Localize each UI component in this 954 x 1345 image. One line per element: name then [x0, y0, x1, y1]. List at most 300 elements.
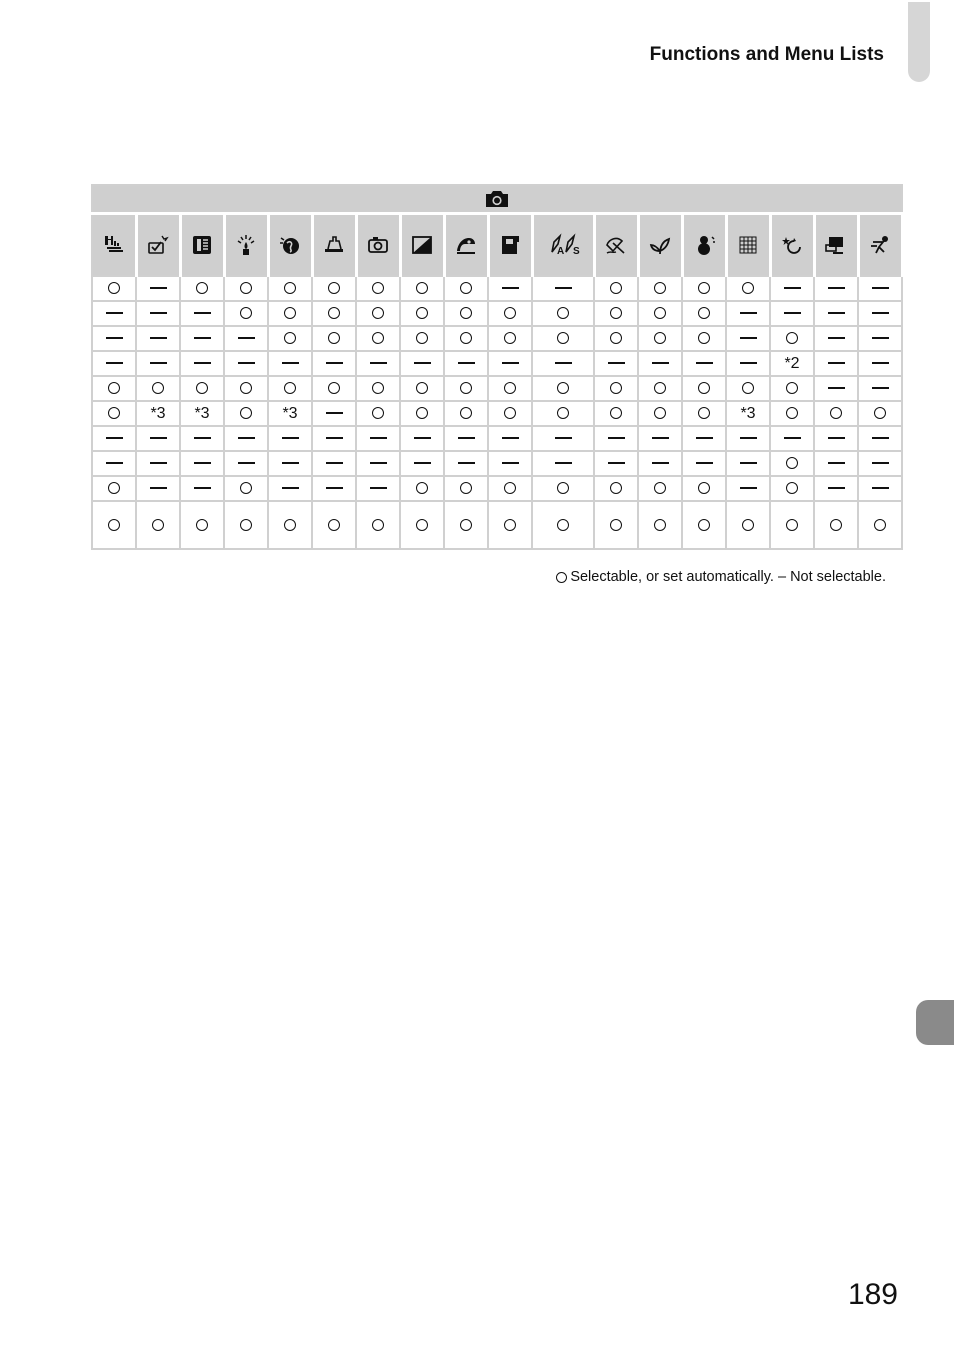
table-row — [92, 351, 902, 376]
table-cell — [682, 326, 726, 351]
table-row — [92, 376, 902, 401]
not-selectable-dash-icon — [828, 387, 845, 389]
table-cell — [770, 351, 814, 376]
table-cell — [356, 451, 400, 476]
table-cell — [92, 476, 136, 501]
not-selectable-dash-icon — [555, 362, 572, 364]
table-cell — [726, 501, 770, 549]
selectable-circle-icon — [504, 332, 516, 344]
chapter-tab-top — [908, 2, 930, 82]
table-cell — [268, 351, 312, 376]
table-cell — [594, 401, 638, 426]
not-selectable-dash-icon — [150, 287, 167, 289]
not-selectable-dash-icon — [282, 362, 299, 364]
not-selectable-dash-icon — [458, 437, 475, 439]
table-row — [92, 426, 902, 451]
not-selectable-dash-icon — [784, 287, 801, 289]
table-cell — [532, 301, 594, 326]
table-cell — [638, 501, 682, 549]
mode-icon-cell — [532, 214, 594, 277]
table-cell — [638, 451, 682, 476]
selectable-circle-icon — [196, 382, 208, 394]
selectable-circle-icon — [610, 332, 622, 344]
table-cell — [224, 351, 268, 376]
table-cell — [136, 501, 180, 549]
not-selectable-dash-icon — [555, 437, 572, 439]
not-selectable-dash-icon — [652, 362, 669, 364]
not-selectable-dash-icon — [238, 337, 255, 339]
table-row — [92, 276, 902, 301]
table-cell — [356, 401, 400, 426]
table-cell — [92, 351, 136, 376]
selectable-circle-icon — [654, 307, 666, 319]
mode-icon-cell — [858, 214, 902, 277]
not-selectable-dash-icon — [282, 487, 299, 489]
table-cell — [770, 426, 814, 451]
not-selectable-dash-icon — [696, 462, 713, 464]
not-selectable-dash-icon — [652, 437, 669, 439]
table-cell — [180, 301, 224, 326]
selectable-circle-icon — [240, 519, 252, 531]
table-cell — [594, 301, 638, 326]
table-cell — [532, 501, 594, 549]
monochrome-icon — [410, 233, 434, 257]
table-cell — [356, 276, 400, 301]
selectable-circle-icon — [460, 407, 472, 419]
not-selectable-dash-icon — [608, 437, 625, 439]
legend — [430, 569, 886, 585]
selectable-circle-icon — [786, 332, 798, 344]
table-cell — [532, 376, 594, 401]
table-cell — [770, 301, 814, 326]
not-selectable-dash-icon — [740, 437, 757, 439]
table-cell — [858, 401, 902, 426]
camera-icon — [484, 189, 510, 209]
not-selectable-dash-icon — [608, 362, 625, 364]
not-selectable-dash-icon — [106, 437, 123, 439]
not-selectable-dash-icon — [872, 487, 889, 489]
not-selectable-dash-icon — [828, 437, 845, 439]
table-cell — [532, 476, 594, 501]
selectable-circle-icon — [786, 482, 798, 494]
table-cell — [312, 501, 356, 549]
table-cell — [682, 376, 726, 401]
table-cell — [136, 401, 180, 426]
table-cell — [224, 451, 268, 476]
page-number: 189 — [847, 1278, 898, 1311]
table-cell — [814, 301, 858, 326]
table-cell — [488, 351, 532, 376]
beach-icon — [604, 233, 628, 257]
table-cell — [488, 426, 532, 451]
table-cell — [400, 376, 444, 401]
not-selectable-dash-icon — [740, 462, 757, 464]
not-selectable-dash-icon — [106, 462, 123, 464]
table-cell — [224, 426, 268, 451]
table-cell — [136, 476, 180, 501]
table-cell — [858, 326, 902, 351]
mode-icon-cell — [268, 214, 312, 277]
selectable-circle-icon — [416, 307, 428, 319]
not-selectable-dash-icon — [502, 287, 519, 289]
table-cell — [532, 426, 594, 451]
table-cell — [594, 276, 638, 301]
table-cell — [814, 351, 858, 376]
not-selectable-dash-icon — [696, 437, 713, 439]
mode-icons-row — [92, 214, 902, 277]
not-selectable-dash-icon — [414, 437, 431, 439]
table-cell — [400, 501, 444, 549]
stitch-assist-icon — [824, 233, 848, 257]
selectable-circle-icon — [108, 282, 120, 294]
not-selectable-dash-icon — [828, 462, 845, 464]
table-cell — [180, 326, 224, 351]
table-cell — [312, 351, 356, 376]
selectable-circle-icon — [240, 307, 252, 319]
table-cell — [444, 476, 488, 501]
selectable-circle-icon — [786, 407, 798, 419]
not-selectable-dash-icon — [555, 462, 572, 464]
mode-icon-cell — [312, 214, 356, 277]
not-selectable-dash-icon — [740, 337, 757, 339]
table-cell — [858, 426, 902, 451]
selectable-circle-icon — [557, 307, 569, 319]
not-selectable-dash-icon — [150, 312, 167, 314]
table-cell — [92, 451, 136, 476]
table-cell — [682, 401, 726, 426]
table-cell — [682, 451, 726, 476]
not-selectable-dash-icon — [326, 412, 343, 414]
table-cell — [858, 276, 902, 301]
table-cell — [136, 376, 180, 401]
footnote-ref: *3 — [194, 404, 210, 422]
table-cell — [638, 376, 682, 401]
svg-text:S: S — [573, 246, 580, 257]
table-cell — [312, 401, 356, 426]
table-cell — [356, 376, 400, 401]
table-cell — [444, 501, 488, 549]
table-cell — [444, 276, 488, 301]
selectable-circle-icon — [108, 519, 120, 531]
not-selectable-dash-icon — [150, 337, 167, 339]
not-selectable-dash-icon — [150, 362, 167, 364]
table-cell — [136, 426, 180, 451]
table-cell — [444, 401, 488, 426]
not-selectable-dash-icon — [414, 362, 431, 364]
table-cell — [638, 351, 682, 376]
table-cell — [312, 326, 356, 351]
not-selectable-dash-icon — [150, 462, 167, 464]
table-cell — [136, 276, 180, 301]
selectable-circle-icon — [504, 482, 516, 494]
footnote-ref: *3 — [282, 404, 298, 422]
table-cell — [488, 276, 532, 301]
table-cell — [268, 426, 312, 451]
table-cell — [268, 276, 312, 301]
selectable-circle-icon — [284, 519, 296, 531]
selectable-circle-icon — [874, 407, 886, 419]
selectable-circle-icon — [460, 482, 472, 494]
table-cell — [356, 351, 400, 376]
selectable-circle-icon — [874, 519, 886, 531]
table-cell — [224, 301, 268, 326]
table-cell — [136, 451, 180, 476]
selectable-circle-icon — [372, 407, 384, 419]
foliage-icon — [648, 233, 672, 257]
not-selectable-dash-icon — [326, 487, 343, 489]
not-selectable-dash-icon — [370, 487, 387, 489]
table-cell — [594, 326, 638, 351]
not-selectable-dash-icon — [194, 312, 211, 314]
table-cell — [312, 451, 356, 476]
selectable-circle-icon — [556, 572, 567, 583]
selectable-circle-icon — [372, 282, 384, 294]
not-selectable-dash-icon — [740, 487, 757, 489]
table-cell — [312, 276, 356, 301]
selectable-circle-icon — [416, 519, 428, 531]
table-cell — [682, 351, 726, 376]
selectable-circle-icon — [654, 519, 666, 531]
not-selectable-dash-icon — [784, 312, 801, 314]
selectable-circle-icon — [557, 482, 569, 494]
mode-icon-cell — [180, 214, 224, 277]
table-cell — [444, 451, 488, 476]
selectable-circle-icon — [742, 519, 754, 531]
table-cell — [400, 301, 444, 326]
mode-icon-cell — [488, 214, 532, 277]
mode-icon-cell — [92, 214, 136, 277]
table-cell — [356, 501, 400, 549]
not-selectable-dash-icon — [194, 487, 211, 489]
table-cell — [444, 326, 488, 351]
selectable-circle-icon — [786, 457, 798, 469]
table-cell — [268, 401, 312, 426]
high-speed-burst-icon — [102, 233, 126, 257]
table-cell — [180, 376, 224, 401]
selectable-circle-icon — [504, 307, 516, 319]
not-selectable-dash-icon — [326, 462, 343, 464]
table-cell — [682, 301, 726, 326]
table-cell — [594, 476, 638, 501]
not-selectable-dash-icon — [555, 287, 572, 289]
selectable-circle-icon — [698, 519, 710, 531]
table-cell — [268, 301, 312, 326]
mode-icon-cell — [770, 214, 814, 277]
selectable-circle-icon — [460, 332, 472, 344]
table-cell — [224, 476, 268, 501]
selectable-circle-icon — [108, 382, 120, 394]
selectable-circle-icon — [698, 282, 710, 294]
table-cell — [92, 301, 136, 326]
selectable-circle-icon — [557, 332, 569, 344]
not-selectable-dash-icon — [828, 312, 845, 314]
table-cell — [638, 326, 682, 351]
not-selectable-dash-icon — [150, 437, 167, 439]
table-cell — [444, 301, 488, 326]
not-selectable-dash-icon — [828, 337, 845, 339]
table-cell — [488, 401, 532, 426]
mode-icon-cell — [444, 214, 488, 277]
table-cell — [770, 376, 814, 401]
mode-icon-cell — [224, 214, 268, 277]
not-selectable-dash-icon — [150, 487, 167, 489]
mode-icon-cell — [726, 214, 770, 277]
selectable-circle-icon — [504, 382, 516, 394]
table-cell — [594, 501, 638, 549]
selectable-circle-icon — [698, 307, 710, 319]
table-row — [92, 326, 902, 351]
selectable-circle-icon — [830, 519, 842, 531]
selectable-circle-icon — [610, 282, 622, 294]
table-cell — [726, 401, 770, 426]
table-cell — [224, 501, 268, 549]
table-cell — [400, 351, 444, 376]
table-cell — [224, 276, 268, 301]
table-cell — [224, 401, 268, 426]
table-cell — [726, 376, 770, 401]
selectable-circle-icon — [698, 482, 710, 494]
table-cell — [532, 401, 594, 426]
not-selectable-dash-icon — [502, 462, 519, 464]
table-row — [92, 401, 902, 426]
selectable-circle-icon — [460, 307, 472, 319]
table-cell — [312, 426, 356, 451]
table-cell — [682, 276, 726, 301]
table-cell — [180, 401, 224, 426]
table-row — [92, 301, 902, 326]
table-cell — [726, 276, 770, 301]
not-selectable-dash-icon — [194, 462, 211, 464]
selectable-circle-icon — [416, 332, 428, 344]
fish-eye-effect-icon — [278, 233, 302, 257]
footnote-ref: *3 — [150, 404, 166, 422]
not-selectable-dash-icon — [872, 337, 889, 339]
selectable-circle-icon — [742, 382, 754, 394]
table-cell — [268, 476, 312, 501]
not-selectable-dash-icon — [652, 462, 669, 464]
not-selectable-dash-icon — [502, 437, 519, 439]
table-cell — [532, 326, 594, 351]
not-selectable-dash-icon — [194, 362, 211, 364]
selectable-circle-icon — [654, 332, 666, 344]
selectable-circle-icon — [504, 407, 516, 419]
table-cell — [224, 326, 268, 351]
table-cell — [638, 301, 682, 326]
table-cell — [814, 326, 858, 351]
selectable-circle-icon — [698, 382, 710, 394]
selectable-circle-icon — [654, 482, 666, 494]
not-selectable-dash-icon — [872, 362, 889, 364]
selectable-circle-icon — [786, 382, 798, 394]
selectable-circle-icon — [654, 407, 666, 419]
sports-icon — [868, 233, 892, 257]
handheld-night-scene-icon — [190, 233, 214, 257]
selectable-circle-icon — [108, 407, 120, 419]
table-cell — [180, 276, 224, 301]
table-cell — [92, 426, 136, 451]
selectable-circle-icon — [284, 282, 296, 294]
not-selectable-dash-icon — [194, 437, 211, 439]
selectable-circle-icon — [416, 282, 428, 294]
color-accent-swap-icon — [546, 233, 580, 257]
table-cell — [770, 501, 814, 549]
table-cell — [770, 476, 814, 501]
table-cell — [770, 401, 814, 426]
mode-icon-cell — [682, 214, 726, 277]
selectable-circle-icon — [284, 307, 296, 319]
selectable-circle-icon — [196, 519, 208, 531]
mode-icon-cell — [814, 214, 858, 277]
selectable-circle-icon — [240, 382, 252, 394]
selectable-circle-icon — [830, 407, 842, 419]
table-cell — [400, 276, 444, 301]
not-selectable-dash-icon — [282, 437, 299, 439]
poster-effect-icon — [498, 233, 522, 257]
selectable-circle-icon — [284, 382, 296, 394]
table-cell — [180, 451, 224, 476]
not-selectable-dash-icon — [608, 462, 625, 464]
table-cell — [726, 326, 770, 351]
table-cell — [136, 301, 180, 326]
table-cell — [356, 301, 400, 326]
not-selectable-dash-icon — [872, 312, 889, 314]
table-cell — [136, 351, 180, 376]
table-cell — [268, 451, 312, 476]
table-cell — [594, 426, 638, 451]
selectable-circle-icon — [460, 519, 472, 531]
long-shutter-icon — [780, 233, 804, 257]
selectable-circle-icon — [654, 382, 666, 394]
selectable-circle-icon — [698, 332, 710, 344]
table-cell — [638, 276, 682, 301]
table-cell — [268, 376, 312, 401]
miniature-effect-icon — [322, 233, 346, 257]
selectable-circle-icon — [460, 282, 472, 294]
selectable-circle-icon — [786, 519, 798, 531]
selectable-circle-icon — [328, 519, 340, 531]
not-selectable-dash-icon — [414, 462, 431, 464]
not-selectable-dash-icon — [740, 362, 757, 364]
not-selectable-dash-icon — [238, 362, 255, 364]
not-selectable-dash-icon — [828, 287, 845, 289]
table-cell — [400, 426, 444, 451]
table-cell — [682, 426, 726, 451]
table-cell — [444, 426, 488, 451]
table-cell — [814, 426, 858, 451]
mode-icon-cell — [136, 214, 180, 277]
table-cell — [136, 326, 180, 351]
shooting-mode-header — [92, 185, 902, 214]
not-selectable-dash-icon — [370, 362, 387, 364]
table-cell — [488, 476, 532, 501]
table-cell — [532, 276, 594, 301]
mode-icon-cell — [638, 214, 682, 277]
selectable-circle-icon — [372, 307, 384, 319]
table-cell — [400, 476, 444, 501]
selectable-circle-icon — [610, 382, 622, 394]
not-selectable-dash-icon — [828, 362, 845, 364]
not-selectable-dash-icon — [238, 462, 255, 464]
mode-icon-cell — [594, 214, 638, 277]
table-cell — [594, 351, 638, 376]
table-cell — [594, 451, 638, 476]
table-cell — [488, 301, 532, 326]
not-selectable-dash-icon — [872, 287, 889, 289]
selectable-circle-icon — [284, 332, 296, 344]
table-cell — [312, 301, 356, 326]
footnote-ref: *3 — [740, 404, 756, 422]
not-selectable-dash-icon — [458, 462, 475, 464]
